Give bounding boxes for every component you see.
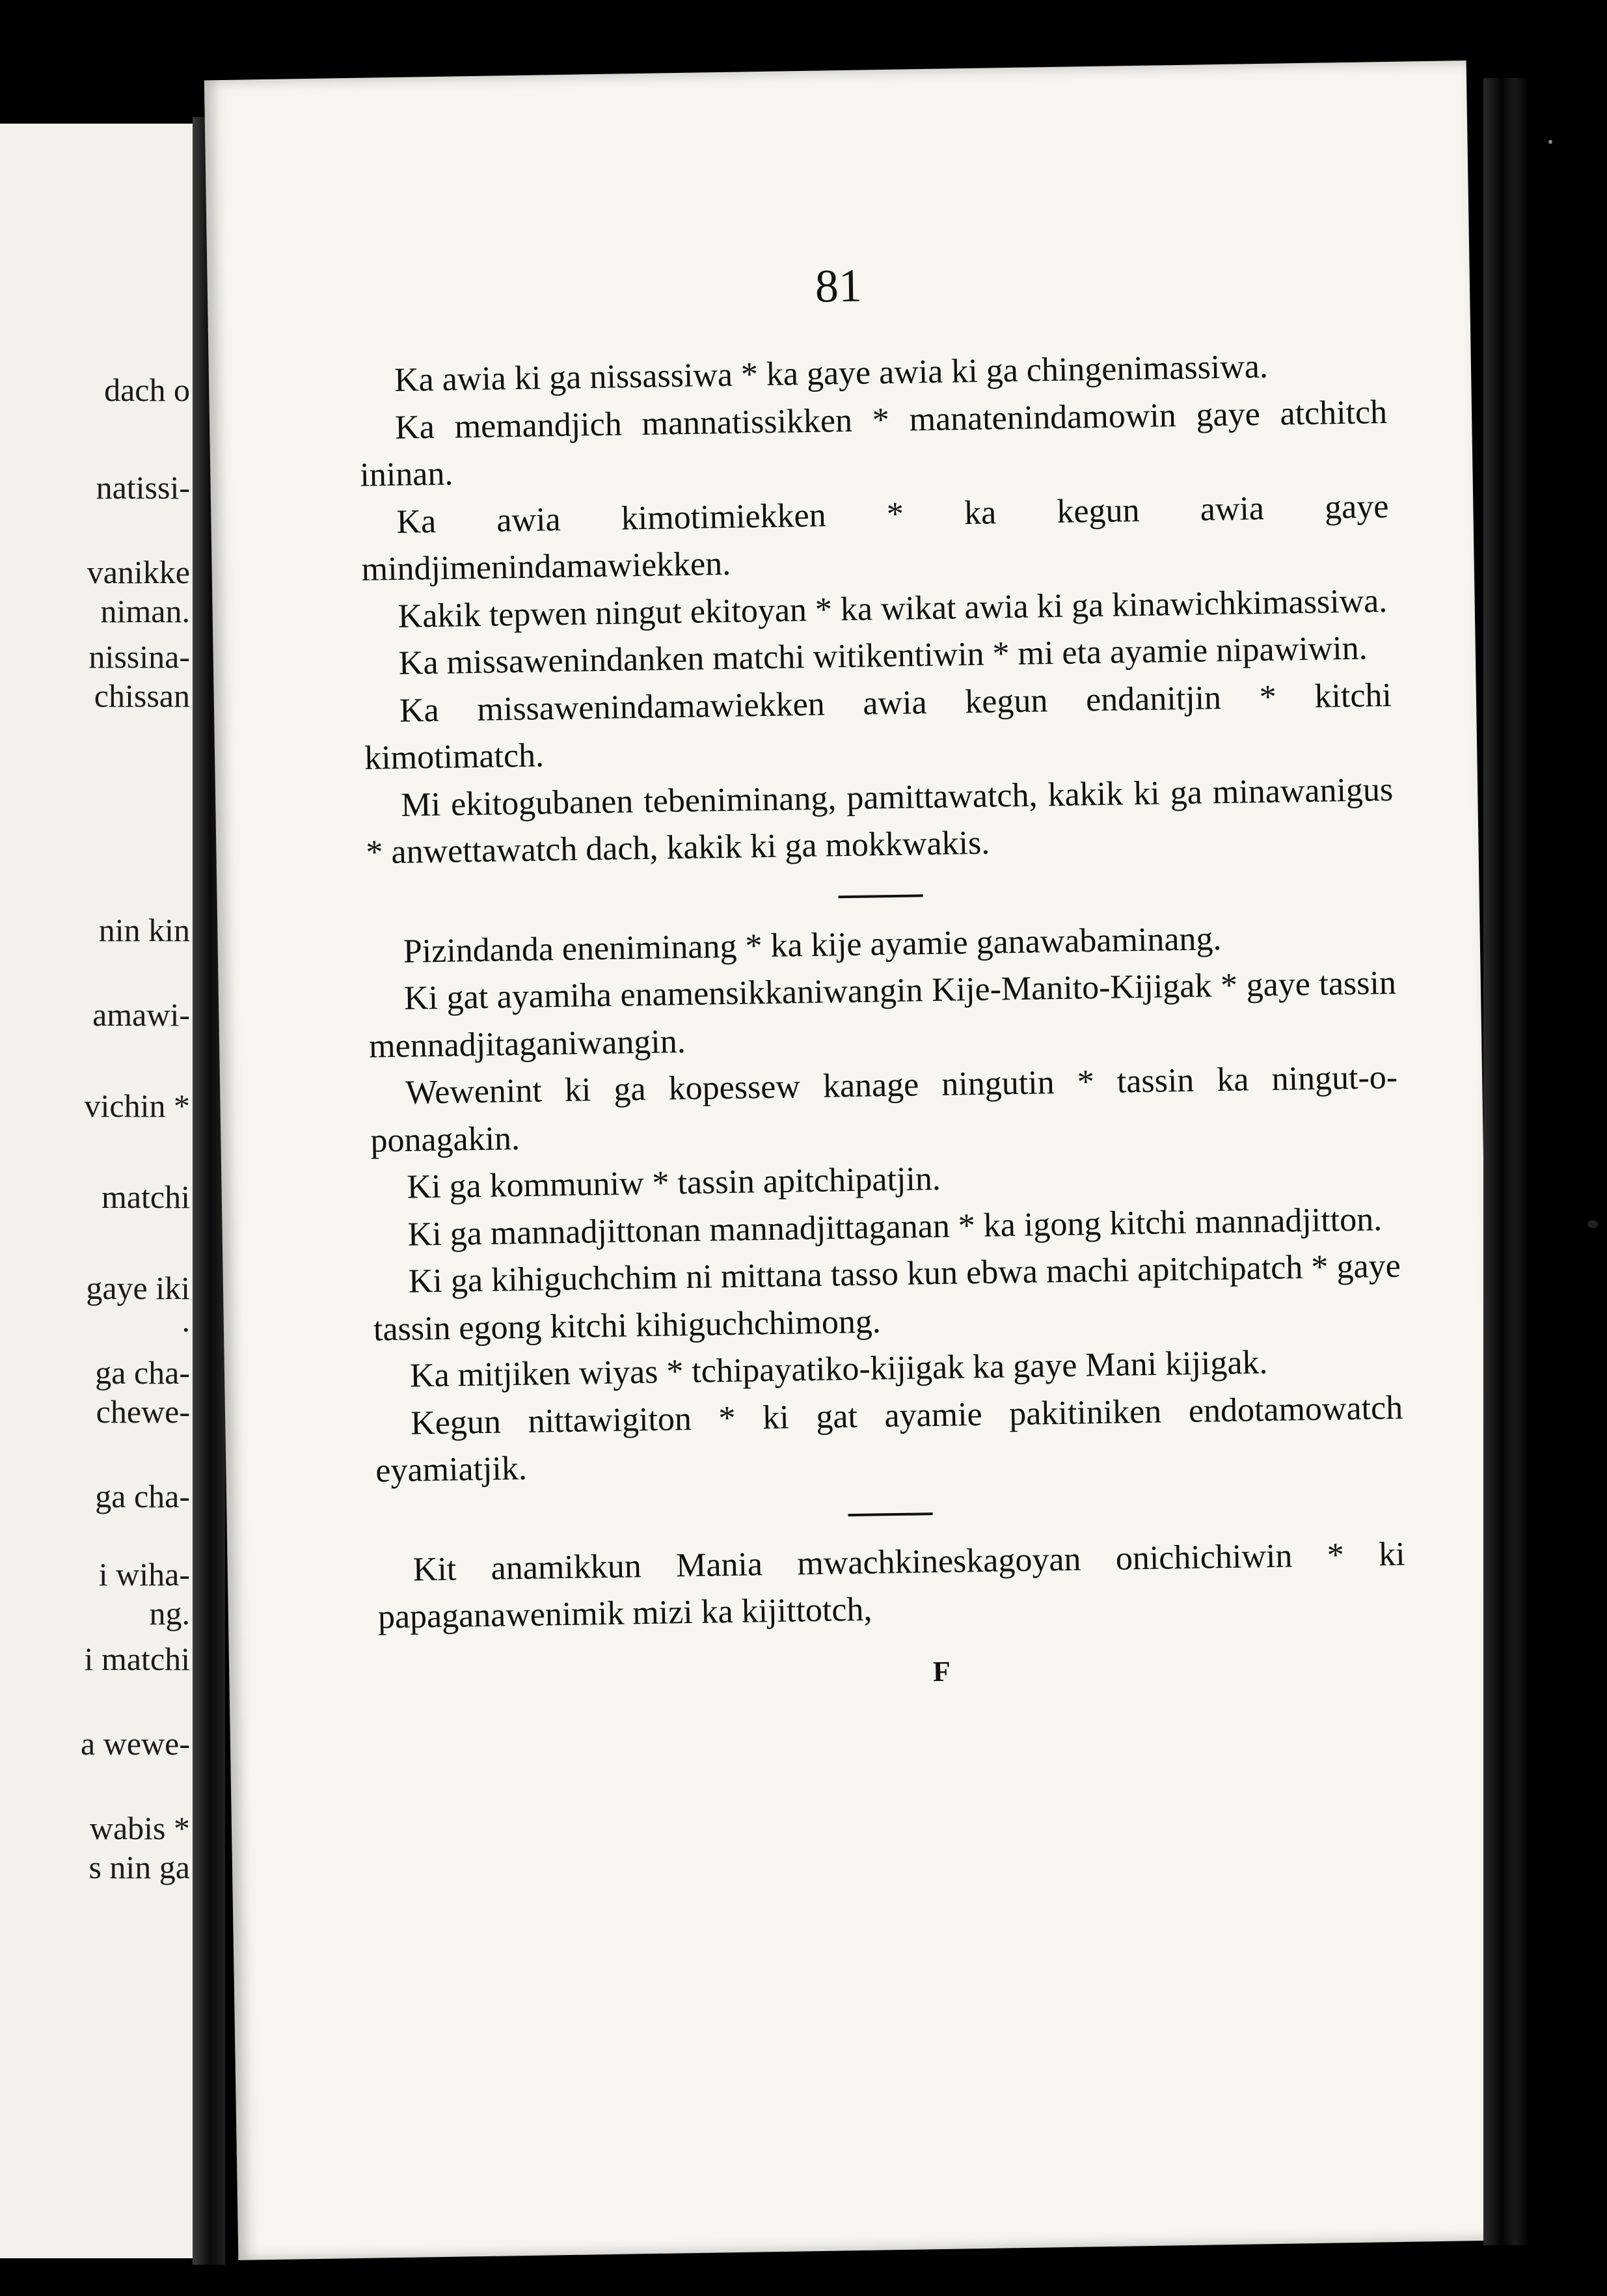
section-commandments [358,342,1394,877]
facing-page-line: . [182,1302,190,1339]
paragraph: Ki ga mannadjittonan mannadjittaganan * ka igong kitchi mannadjitton. [407,1200,1383,1253]
page-edge [1483,78,1529,2245]
facing-page-line: nin kin [98,912,190,948]
paragraph: Ka mitjiken wiyas * tchipayatiko-kijigak ka gaye Mani kijigak. [409,1344,1268,1395]
paragraph: Ka missawenindanken matchi witikentiwin * mi eta ayamie nipawiwin. [398,629,1368,682]
paragraph: Ki ga kihiguchchim ni mittana tasso kun ebwa machi apitchipatch * gaye tassin egong kitchi kihiguchchimong. [373,1247,1401,1348]
book-page [204,61,1500,2260]
facing-page-line: ga cha- [95,1354,190,1391]
paragraph: Ka missawenindamawiekken awia kegun endanitjin * kitchi kimotimatch. [364,676,1392,777]
paragraph: Mi ekitogubanen tebeniminang, pamittawatch, kakik ki ga minawanigus * anwettawatch dach, kakik ki ga mokkwakis. [366,771,1394,871]
facing-page-line: a wewe- [81,1725,190,1762]
facing-page-line: vanikke [87,554,190,590]
page-number: 81 [815,259,863,312]
facing-page-line: ng. [149,1595,190,1632]
paragraph: Wewenint ki ga kopessew kanage ningutin * tassin ka ningut-o-ponagakin. [370,1058,1398,1160]
paragraph: Ka memandjich mannatissikken * manatenindamowin gaye atchitch ininan. [359,393,1388,494]
page-text [358,342,1407,1704]
paragraph: Kegun nittawigiton * ki gat ayamie pakitiniken endotamowatch eyamiatjik. [375,1389,1403,1490]
facing-page-line: i matchi [84,1641,190,1677]
facing-page-line: niman. [100,593,190,629]
facing-page-line: gaye iki [86,1270,190,1306]
facing-page-line: chissan [94,677,190,714]
facing-page-line: dach o [104,372,190,408]
paragraph: Kakik tepwen ningut ekitoyan * ka wikat awia ki ga kinawichkimassiwa. [398,582,1388,635]
facing-page-line: chewe- [96,1393,190,1430]
facing-page-line: wabis * [89,1810,190,1846]
facing-page-line: amawi- [92,996,190,1033]
facing-page-line: s nin ga [88,1849,190,1885]
section-church-commandments [367,912,1403,1495]
facing-page-line: matchi [101,1179,190,1215]
facing-page-line: nissina- [88,638,190,675]
section-divider [839,894,923,898]
section-prayer [377,1531,1406,1641]
facing-page [0,124,195,2258]
paragraph: Pizindanda eneniminang * ka kije ayamie ganawabaminang. [403,920,1222,970]
scan-speck [1548,140,1552,144]
paragraph: Ka awia ki ga nissassiwa * ka gaye awia ki ga chingenimassiwa. [394,348,1269,399]
paragraph: Ka awia kimotimiekken * ka kegun awia gaye mindjimenindamawiekken. [361,487,1389,588]
facing-page-line: natissi- [96,469,190,506]
signature-mark: F [932,1655,951,1688]
facing-page-line: i wiha- [98,1556,190,1592]
paragraph: Ki ga kommuniw * tassin apitchipatjin. [407,1160,941,1206]
paragraph: Kit anamikkun Mania mwachkineskagoyan onichichiwin * ki papaganawenimik mizi ka kijittotch, [377,1535,1406,1636]
facing-page-line: ga cha- [95,1478,190,1514]
paragraph: Ki gat ayamiha enamensikkaniwangin Kije-Manito-Kijigak * gaye tassin mennadjitaganiwangin. [368,964,1397,1065]
section-divider [848,1512,933,1516]
facing-page-line: vichin * [84,1087,190,1124]
scan-speck [1587,1220,1598,1228]
